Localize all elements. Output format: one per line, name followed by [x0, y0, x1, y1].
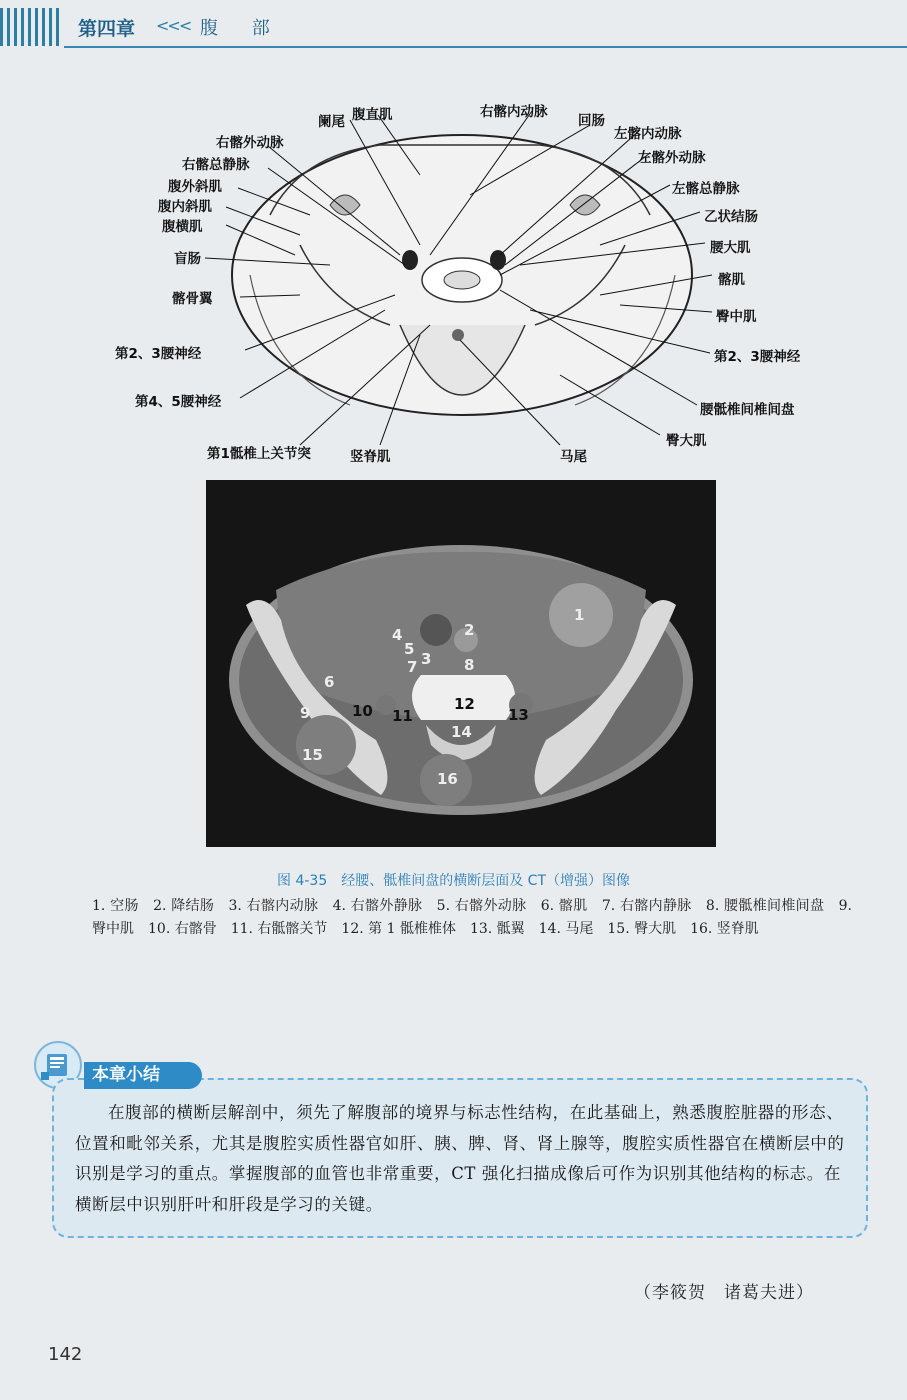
label-external-oblique: 腹外斜肌	[168, 179, 222, 195]
label-internal-oblique: 腹内斜肌	[158, 199, 212, 215]
label-l2-l3-nerves-right: 第2、3腰神经	[714, 349, 801, 365]
ct-number-8: 8	[464, 656, 475, 674]
label-psoas-major: 腰大肌	[710, 240, 751, 256]
ct-drawing	[206, 480, 716, 847]
label-sigmoid-colon: 乙状结肠	[704, 209, 758, 225]
ct-number-9: 9	[300, 704, 311, 722]
ct-number-2: 2	[464, 621, 475, 639]
label-erector-spinae: 竖脊肌	[350, 449, 391, 465]
label-right-internal-iliac-artery: 右髂内动脉	[480, 104, 548, 120]
running-header	[0, 0, 907, 60]
ct-number-13: 13	[508, 706, 529, 724]
chapter-title: 第四章	[78, 18, 136, 40]
label-left-external-iliac-artery: 左髂外动脉	[638, 150, 706, 166]
label-iliac-wing: 髂骨翼	[172, 291, 213, 307]
ct-number-7: 7	[407, 658, 418, 676]
header-stripes-decoration	[0, 8, 60, 46]
label-cecum: 盲肠	[174, 251, 201, 267]
label-l4-l5-nerves: 第4、5腰神经	[135, 394, 222, 410]
anatomy-diagram	[0, 95, 907, 470]
ct-number-11: 11	[392, 707, 413, 725]
ct-number-16: 16	[437, 770, 458, 788]
summary-body: 在腹部的横断层解剖中，须先了解腹部的境界与标志性结构，在此基础上，熟悉腹腔脏器的形态、位置和毗邻关系，尤其是腹腔实质性器官如肝、胰、脾、肾、肾上腺等，腹腔实质性器官在横断层中的识别是学习的重点。掌握腹部的血管也非常重要，CT 强化扫描成像后可作为识别其他结构的标志。在横断层中识别肝叶和肝段是学习的关键。	[75, 1103, 845, 1214]
label-cauda-equina: 马尾	[560, 449, 587, 465]
ct-number-5: 5	[404, 640, 415, 658]
ct-number-12: 12	[454, 695, 475, 713]
label-gluteus-medius: 臀中肌	[716, 309, 757, 325]
figure-legend: 1. 空肠 2. 降结肠 3. 右髂内动脉 4. 右髂外静脉 5. 右髂外动脉 6. 髂肌 7. 右髂内静脉 8. 腰骶椎间椎间盘 9. 臀中肌 10. 右髂骨 11. 右骶髂关节 12. 第 1 骶椎椎体 13. 骶翼 14. 马尾 15. 臀大肌 16. 竖脊肌	[92, 898, 852, 937]
authors: （李筱贺 诸葛夫进）	[634, 1283, 814, 1303]
header-arrows: <<<	[156, 16, 191, 35]
header-rule	[64, 46, 907, 48]
ct-number-15: 15	[302, 746, 323, 764]
label-ileum: 回肠	[578, 113, 605, 129]
label-right-external-iliac-artery: 右髂外动脉	[216, 135, 284, 151]
ct-number-1: 1	[574, 606, 585, 624]
ct-scan-image	[206, 480, 716, 847]
label-l2-l3-nerves-left: 第2、3腰神经	[115, 346, 202, 362]
label-left-common-iliac-vein: 左髂总静脉	[672, 181, 740, 197]
label-gluteus-maximus: 臀大肌	[666, 433, 707, 449]
section-title: 腹 部	[200, 18, 284, 39]
page-number: 142	[48, 1344, 83, 1365]
figure-caption: 图 4-35 经腰、骶椎间盘的横断层面及 CT（增强）图像	[277, 873, 630, 889]
label-iliacus: 髂肌	[718, 272, 745, 288]
label-left-internal-iliac-artery: 左髂内动脉	[614, 126, 682, 142]
label-right-common-iliac-vein: 右髂总静脉	[182, 157, 250, 173]
ct-number-6: 6	[324, 673, 335, 691]
label-rectus-abdominis: 腹直肌	[352, 107, 393, 123]
label-s1-articular-process: 第1骶椎上关节突	[207, 446, 311, 462]
ct-number-4: 4	[392, 626, 403, 644]
summary-title: 本章小结	[84, 1062, 202, 1089]
ct-number-14: 14	[451, 723, 472, 741]
label-lumbosacral-disc: 腰骶椎间椎间盘	[700, 402, 795, 418]
ct-number-10: 10	[352, 702, 373, 720]
label-transversus: 腹横肌	[162, 219, 203, 235]
label-appendix: 阑尾	[318, 114, 345, 130]
ct-number-3: 3	[421, 650, 432, 668]
